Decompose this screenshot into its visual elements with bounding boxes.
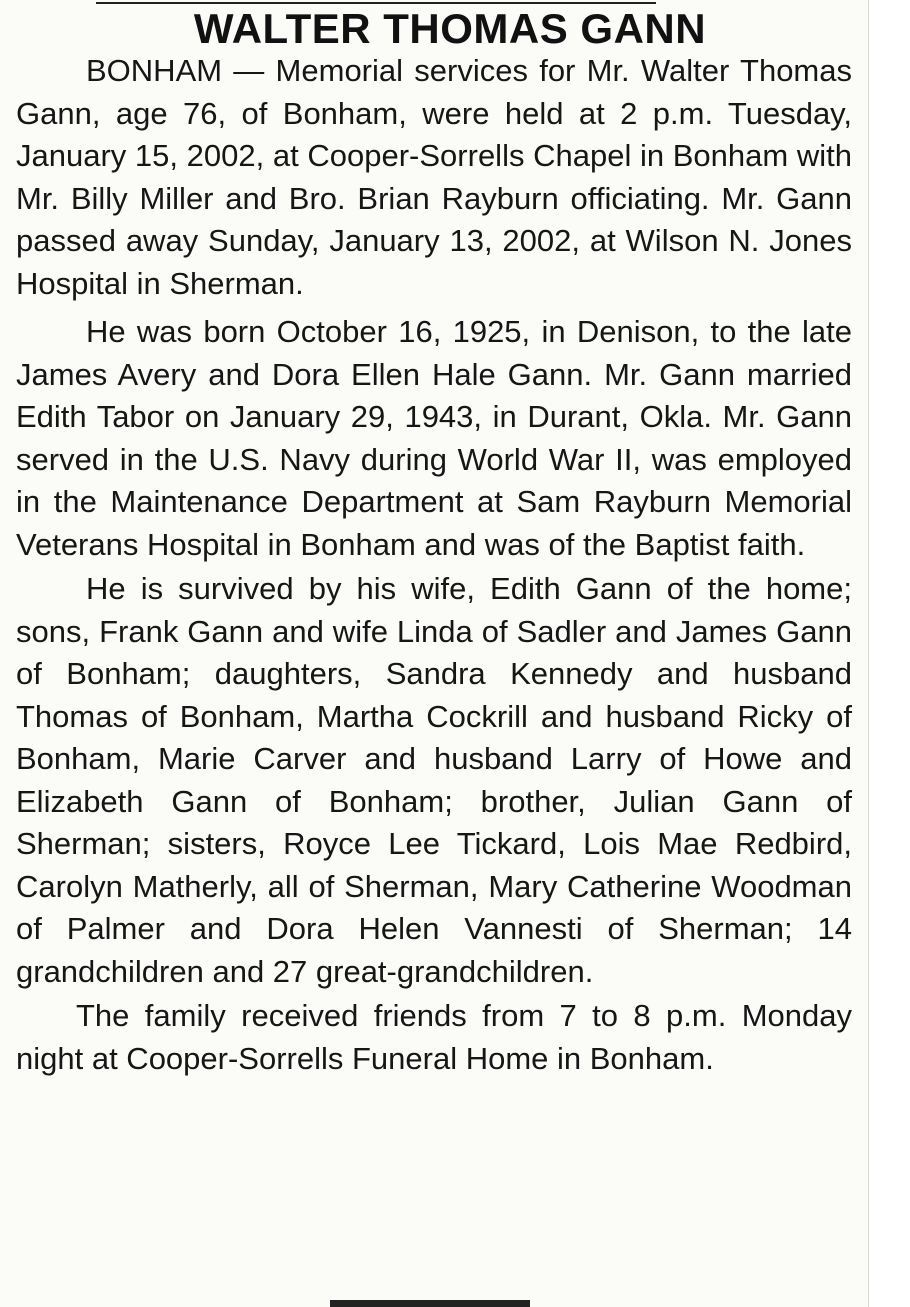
paragraph-survivors: He is survived by his wife, Edith Gann of the home; sons, Frank Gann and wife Linda of Sadler and James Gann of Bonham; daughters, Sandra Kennedy and husband Thomas of Bonham, Martha Cockrill and husband Ricky of Bonham, Marie Carver and husband Larry of Howe and Elizabeth Gann of Bonham; brother, Julian Gann of Sherman; sisters, Royce Lee Tickard, Lois Mae Redbird, Carolyn Matherly, all of Sherman, Mary Catherine Woodman of Palmer and Dora Helen Vannesti of Sherman; 14 grandchildren and 27 great-grandchildren. [16, 571, 852, 989]
next-article-fragment [330, 1300, 530, 1307]
paragraph-visitation: The family received friends from 7 to 8 p.m. Monday night at Cooper-Sorrells Funeral Home in Bonham. [16, 998, 852, 1076]
obituary-body [16, 50, 852, 1080]
paragraph-biography: He was born October 16, 1925, in Denison, to the late James Avery and Dora Ellen Hale Gann. Mr. Gann married Edith Tabor on January 29, 1943, in Durant, Okla. Mr. Gann served in the U.S. Navy during World War II, was employed in the Maintenance Department at Sam Rayburn Memorial Veterans Hospital in Bonham and was of the Baptist faith. [16, 314, 852, 562]
obituary-headline: WALTER THOMAS GANN [193, 5, 707, 52]
paragraph-services: BONHAM — Memorial services for Mr. Walter Thomas Gann, age 76, of Bonham, were held at 2 p.m. Tuesday, January 15, 2002, at Cooper-Sorrells Chapel in Bonham with Mr. Billy Miller and Bro. Brian Rayburn officiating. Mr. Gann passed away Sunday, January 13, 2002, at Wilson N. Jones Hospital in Sherman. [16, 53, 852, 301]
